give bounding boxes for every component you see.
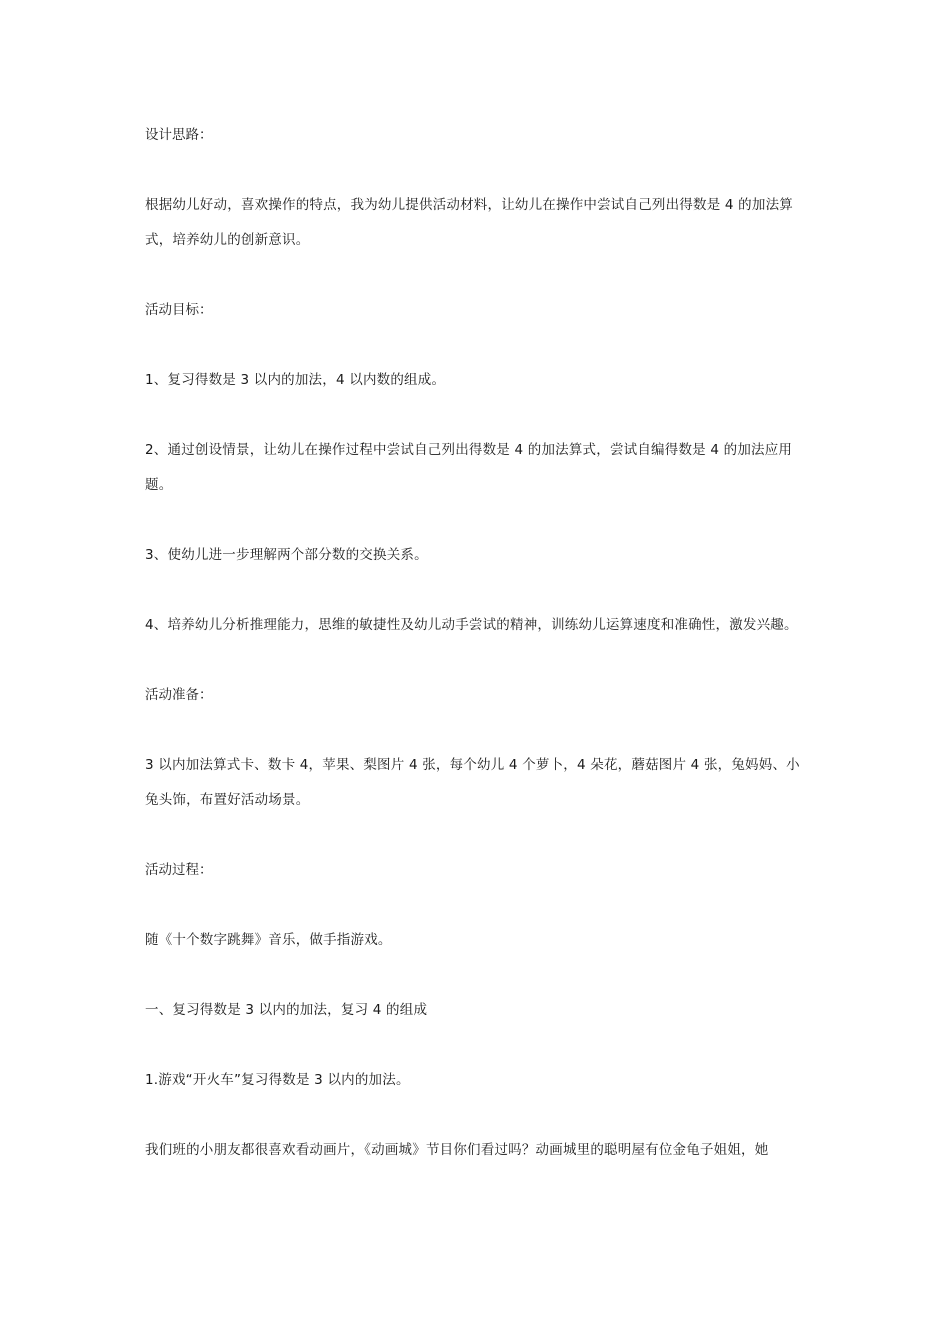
section-heading-preparation: 活动准备：: [145, 687, 213, 703]
process-step-1: 一、复习得数是 3 以内的加法，复习 4 的组成: [145, 1002, 428, 1018]
paragraph-preparation: 3 以内加法算式卡、数卡 4，苹果、梨图片 4 张，每个幼儿 4 个萝卜，4 朵花，蘑菇图片 4 张，兔妈妈、小兔头饰，布置好活动场景。: [145, 757, 800, 808]
paragraph-warmup: 随《十个数字跳舞》音乐，做手指游戏。: [145, 932, 392, 948]
section-heading-design: 设计思路：: [145, 127, 213, 143]
section-heading-goals: 活动目标：: [145, 302, 213, 318]
goal-item-2: 2、通过创设情景，让幼儿在操作过程中尝试自己列出得数是 4 的加法算式，尝试自编得数是 4 的加法应用题。: [145, 442, 793, 493]
paragraph-story: 我们班的小朋友都很喜欢看动画片，《动画城》节目你们看过吗？动画城里的聪明屋有位金龟子姐姐，她: [145, 1142, 769, 1158]
process-substep-1: 1.游戏“开火车”复习得数是 3 以内的加法。: [145, 1072, 410, 1088]
document-page: [145, 118, 810, 1203]
section-heading-process: 活动过程：: [145, 862, 213, 878]
goal-item-3: 3、使幼儿进一步理解两个部分数的交换关系。: [145, 547, 428, 563]
goal-item-1: 1、复习得数是 3 以内的加法，4 以内数的组成。: [145, 372, 446, 388]
paragraph-design-idea: 根据幼儿好动，喜欢操作的特点，我为幼儿提供活动材料，让幼儿在操作中尝试自己列出得数是 4 的加法算式，培养幼儿的创新意识。: [145, 197, 793, 248]
goal-item-4: 4、培养幼儿分析推理能力，思维的敏捷性及幼儿动手尝试的精神，训练幼儿运算速度和准确性，激发兴趣。: [145, 617, 798, 633]
